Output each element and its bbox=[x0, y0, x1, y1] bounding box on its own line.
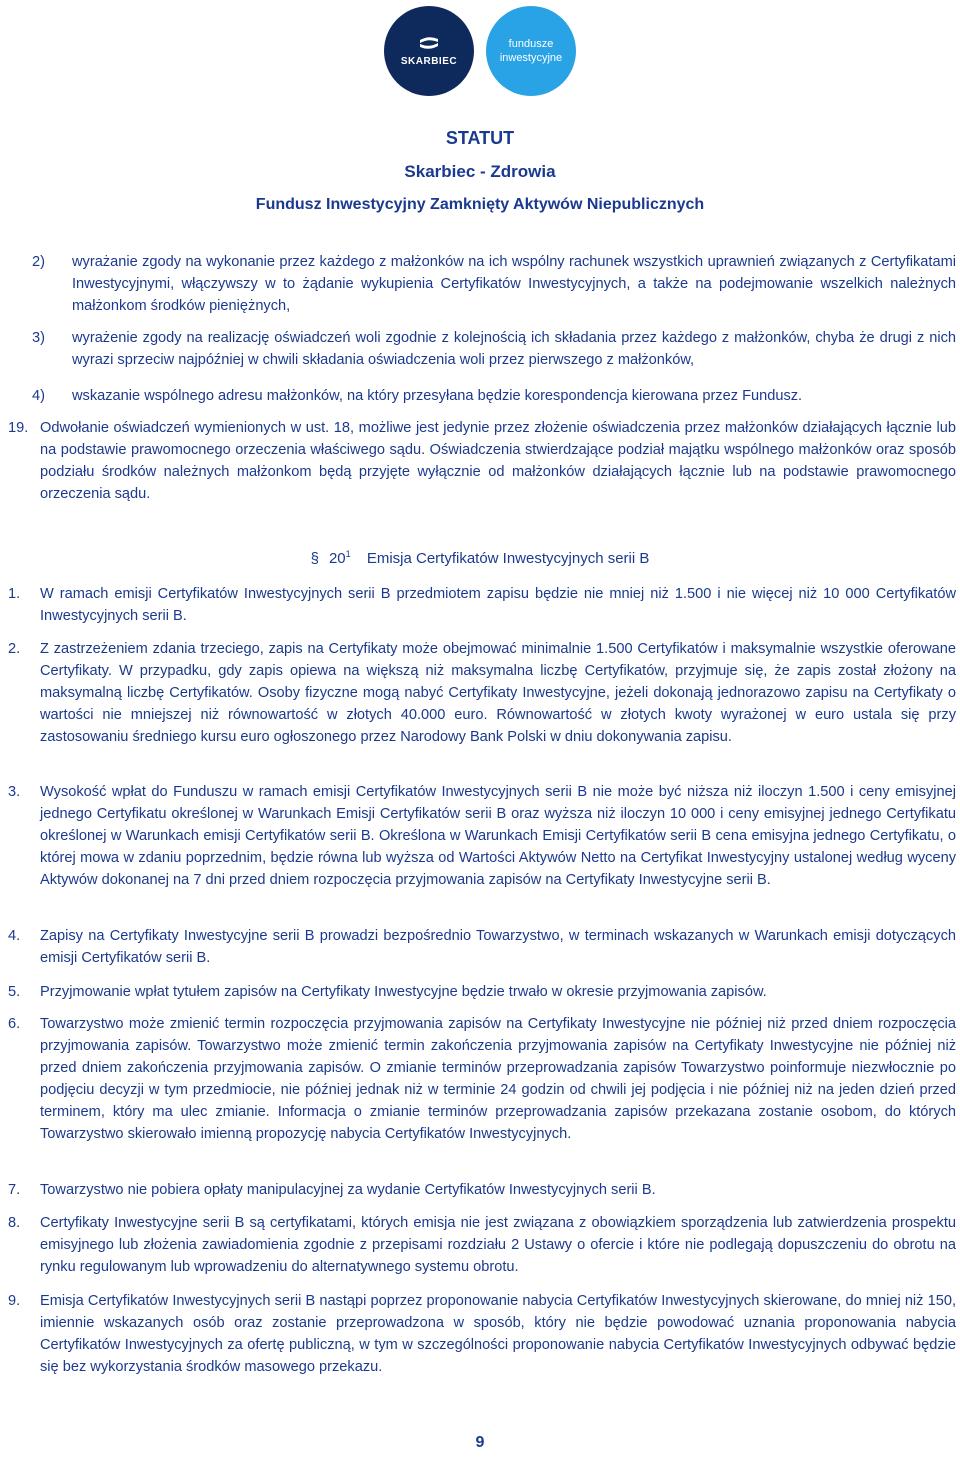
list-item bbox=[8, 781, 956, 891]
list-item-text: W ramach emisji Certyfikatów Inwestycyjnych serii B przedmiotem zapisu będzie nie mniej niż 1.500 i nie więcej niż 10 000 Certyfikatów Inwestycyjnych serii B. bbox=[40, 586, 956, 624]
fundusze-logo bbox=[486, 6, 576, 96]
list-item-text: wyrażanie zgody na wykonanie przez każdego z małżonków na ich wspólny rachunek wszystkich uprawnień związanych z Certyfikatami Inwestycyjnymi, włączywszy w to żądanie wykupienia Certyfikatów Inwestycyjnych, a także na podejmowanie wszelkich należnych małżonkom środków pieniężnych, bbox=[72, 254, 956, 314]
list-item-text: Towarzystwo może zmienić termin rozpoczęcia przyjmowania zapisów na Certyfikaty Inwestycyjne nie później niż przed dniem rozpoczęcia przyjmowania zapisów. Towarzystwo może zmienić termin zakończenia przyjmowania zapisów na Certyfikaty Inwestycyjne nie później niż przed dniem zakończenia przyjmowania zapisów. O zmianie terminów przeprowadzania zapisów Towarzystwo poinformuje niezwłocznie po podjęciu decyzji w tym przedmiocie, nie później jednak niż w terminie 24 godzin od chwili jej podjęcia i nie później niż na jeden dzień przed terminem, który ma ulec zmianie. Informacja o zmianie terminów przeprowadzania zapisów przekazana zostanie osobom, do których Towarzystwo skierowało imienną propozycję nabycia Certyfikatów Inwestycyjnych. bbox=[40, 1016, 956, 1142]
list-item bbox=[32, 385, 956, 407]
page-number: 9 bbox=[475, 1434, 485, 1451]
list-item-text: wskazanie wspólnego adresu małżonków, na który przesyłana będzie korespondencja kierowana przez Fundusz. bbox=[72, 388, 803, 404]
list-item-text: Emisja Certyfikatów Inwestycyjnych serii B nastąpi poprzez proponowanie nabycia Certyfikatów Inwestycyjnych skierowane, do mniej niż 150, imiennie wskazanych osób oraz zostanie przeprowadzona w sposób, który nie będzie powodować uznania proponowania nabycia Certyfikatów Inwestycyjnych za ofertę publiczną, w tym w szczególności proponowanie nabycia Certyfikatów Inwestycyjnych odbywać będzie się bez wykorzystania środków masowego przekazu. bbox=[40, 1293, 956, 1375]
list-item-number: 8. bbox=[8, 1215, 21, 1231]
list-item-number: 3) bbox=[32, 330, 45, 346]
list-item-number: 6. bbox=[8, 1016, 21, 1032]
list-item bbox=[8, 638, 956, 748]
fund-name: Fundusz Inwestycyjny Zamknięty Aktywów Niepublicznych bbox=[255, 196, 705, 213]
list-item bbox=[8, 1290, 956, 1378]
list-item bbox=[8, 1212, 956, 1278]
list-item-text: Zapisy na Certyfikaty Inwestycyjne serii B prowadzi bezpośrednio Towarzystwo, w terminach wskazanych w Warunkach emisji dotyczących emisji Certyfikatów serii B. bbox=[40, 928, 956, 966]
section-superscript: 1 bbox=[345, 549, 351, 559]
list-item bbox=[32, 327, 956, 371]
skarbiec-logo bbox=[384, 6, 474, 96]
document-title: STATUT bbox=[445, 128, 515, 148]
document-subtitle: Skarbiec - Zdrowia bbox=[404, 162, 556, 181]
paragraph-number: 19. bbox=[8, 420, 29, 436]
skarbiec-wordmark: SKARBIEC bbox=[400, 56, 458, 67]
fundusze-wordmark-2: inwestycyjne bbox=[499, 52, 563, 64]
section-heading bbox=[0, 549, 960, 567]
list-item-text: Przyjmowanie wpłat tytułem zapisów na Certyfikaty Inwestycyjne będzie trwało w okresie przyjmowania zapisów. bbox=[40, 984, 767, 1000]
list-item bbox=[8, 583, 956, 627]
section-sign: § bbox=[310, 550, 319, 567]
list-item-number: 2. bbox=[8, 641, 21, 657]
paragraph-text: Odwołanie oświadczeń wymienionych w ust. 18, możliwe jest jedynie przez złożenie oświadczenia przez małżonków działających łącznie lub na podstawie prawomocnego orzeczenia właściwego sądu. Oświadczenia stwierdzające podział majątku wspólnego małżonków oraz sposób podziału środków należnych małżonkom będą przyjęte wyłącznie od małżonków działających łącznie lub na podstawie prawomocnego orzeczenia sądu. bbox=[40, 420, 956, 502]
list-item bbox=[8, 1179, 956, 1201]
section-title: Emisja Certyfikatów Inwestycyjnych serii B bbox=[366, 550, 650, 567]
fundusze-wordmark-1: fundusze bbox=[508, 38, 554, 50]
paragraph-19 bbox=[8, 417, 956, 505]
list-item-number: 4. bbox=[8, 928, 21, 944]
list-item-number: 9. bbox=[8, 1293, 21, 1309]
logos bbox=[384, 6, 584, 98]
list-item-number: 5. bbox=[8, 984, 21, 1000]
list-item bbox=[8, 981, 956, 1003]
list-item bbox=[32, 251, 956, 317]
list-item-text: Wysokość wpłat do Funduszu w ramach emisji Certyfikatów Inwestycyjnych serii B nie może być niższa niż iloczyn 1.500 i ceny emisyjnej jednego Certyfikatu określonej w Warunkach Emisji Certyfikatów serii B oraz wyższa niż iloczyn 10 000 i ceny emisyjnej jednego Certyfikatu określonej w Warunkach emisji Certyfikatów serii B. Określona w Warunkach Emisji Certyfikatów serii B cena emisyjna jednego Certyfikatu, o której mowa w zdaniu poprzednim, będzie równa lub wyższa od Wartości Aktywów Netto na Certyfikat Inwestycyjny ustalonej według wyceny Aktywów dokonanej na 7 dni przed dniem rozpoczęcia przyjmowania zapisów na Certyfikaty Inwestycyjne serii B. bbox=[40, 784, 956, 888]
list-item-number: 3. bbox=[8, 784, 21, 800]
list-item bbox=[8, 1013, 956, 1145]
list-item-number: 1. bbox=[8, 586, 21, 602]
list-item-number: 7. bbox=[8, 1182, 21, 1198]
list-item-text: Certyfikaty Inwestycyjne serii B są certyfikatami, których emisja nie jest związana z obowiązkiem sporządzenia lub zatwierdzenia prospektu emisyjnego lub złożenia zawiadomienia zgodnie z przepisami rozdziału 2 Ustawy o ofercie i które nie podlegają dopuszczeniu do obrotu na rynku regulowanym lub wprowadzeniu do alternatywnego systemu obrotu. bbox=[40, 1215, 956, 1275]
section-number: 20 bbox=[328, 550, 346, 567]
list-item-number: 4) bbox=[32, 388, 45, 404]
list-item bbox=[8, 925, 956, 969]
list-item-text: Z zastrzeżeniem zdania trzeciego, zapis na Certyfikaty może obejmować minimalnie 1.500 Certyfikatów i maksymalnie wszystkie oferowane Certyfikaty. W przypadku, gdy zapis opiewa na większą niż maksymalna liczbę Certyfikatów, przyjmuje się, że zapis został złożony na maksymalną liczbę Certyfikatów. Osoby fizyczne mogą nabyć Certyfikaty Inwestycyjne, jeżeli dokonają jednorazowo zapisu na Certyfikaty o wartości nie mniejszej niż równowartość w złotych 40.000 euro. Równowartość w złotych kwoty wyrażonej w euro ustala się przy zastosowaniu średniego kursu euro ogłoszonego przez Narodowy Bank Polski w dniu dokonywania zapisu. bbox=[40, 641, 956, 745]
list-item-number: 2) bbox=[32, 254, 45, 270]
list-item-text: wyrażenie zgody na realizację oświadczeń woli zgodnie z kolejnością ich składania przez każdego z małżonków, chyba że drugi z nich wyrazi sprzeciw najpóźniej w chwili składania oświadczenia woli przez pierwszego z małżonków, bbox=[72, 330, 956, 368]
list-item-text: Towarzystwo nie pobiera opłaty manipulacyjnej za wydanie Certyfikatów Inwestycyjnych serii B. bbox=[40, 1182, 656, 1198]
skarbiec-s-icon bbox=[418, 36, 440, 50]
